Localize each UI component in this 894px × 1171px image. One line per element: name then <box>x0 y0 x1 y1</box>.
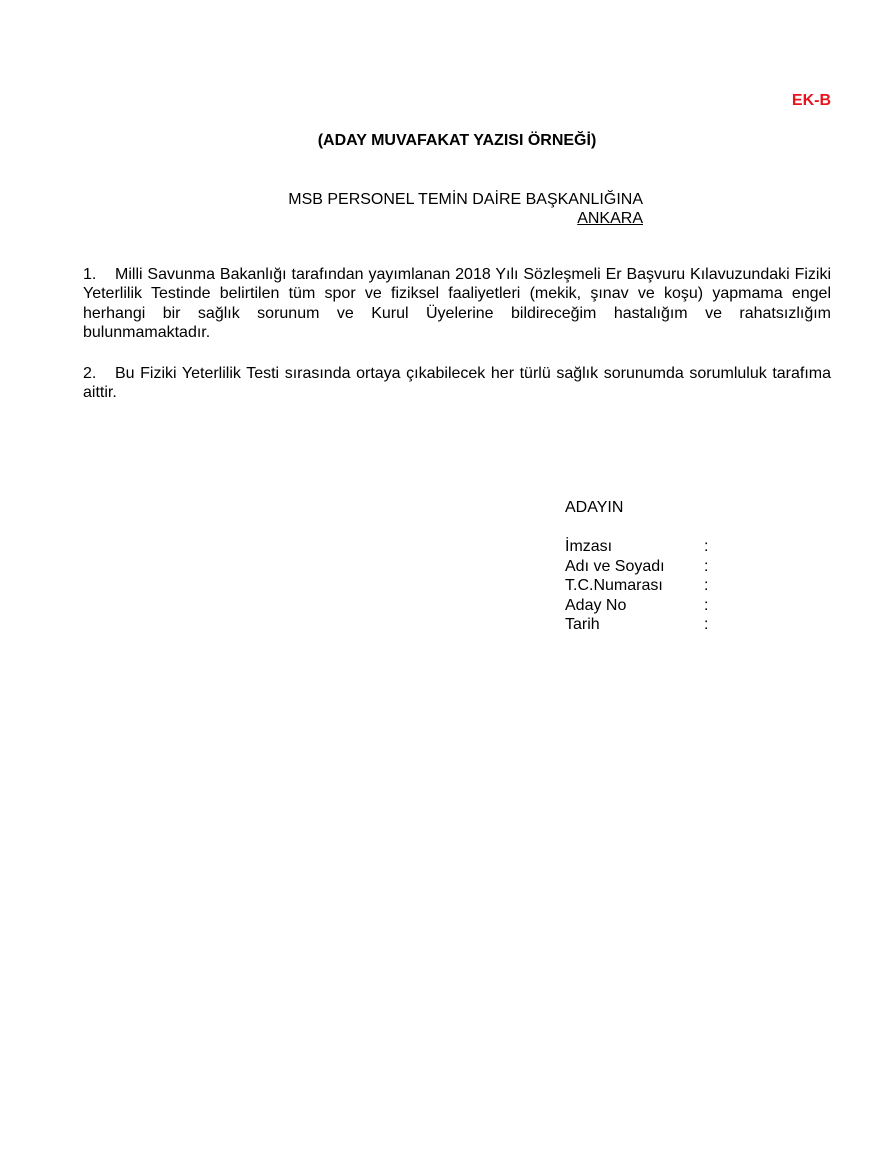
paragraph-text: Milli Savunma Bakanlığı tarafından yayımlanan 2018 Yılı Sözleşmeli Er Başvuru Kılavuzundaki Fiziki Yeterlilik Testinde belirtilen tüm spor ve fiziksel faaliyetleri (mekik, şınav ve koşu) yapmama engel herhangi bir sağlık sorunum ve Kurul Üyelerine bildireceğim hastalığım ve rahatsızlığım bulunmamaktadır. <box>83 266 831 341</box>
signature-field-signature <box>565 537 714 557</box>
recipient-city: ANKARA <box>577 210 643 227</box>
field-separator: : <box>704 577 709 594</box>
field-label: T.C.Numarası <box>565 577 663 594</box>
signature-field-date <box>565 615 714 635</box>
signature-field-name <box>565 557 714 577</box>
field-separator: : <box>704 596 709 614</box>
field-label: Adı ve Soyadı <box>565 557 665 575</box>
field-separator: : <box>704 616 709 633</box>
field-separator: : <box>704 538 709 555</box>
recipient-block <box>271 190 643 228</box>
paragraph-2 <box>83 364 831 403</box>
signature-field-candidate-number <box>565 596 714 616</box>
paragraph-number: 2. <box>83 365 97 382</box>
annex-code: EK-B <box>791 92 831 109</box>
paragraph-text: Bu Fiziki Yeterlilik Testi sırasında ortaya çıkabilecek her türlü sağlık sorunumda sorumluluk tarafıma aittir. <box>83 365 831 402</box>
recipient-institution: MSB PERSONEL TEMİN DAİRE BAŞKANLIĞINA <box>288 191 643 208</box>
paragraph-1 <box>83 265 831 342</box>
signature-heading: ADAYIN <box>565 499 624 516</box>
document-title: (ADAY MUVAFAKAT YAZISI ÖRNEĞİ) <box>317 132 597 149</box>
signature-block <box>565 498 714 635</box>
field-separator: : <box>704 557 709 575</box>
paragraph-number: 1. <box>83 266 97 283</box>
field-label: İmzası <box>565 538 613 555</box>
field-label: Aday No <box>565 596 627 614</box>
signature-field-id-number <box>565 576 714 596</box>
field-label: Tarih <box>565 616 600 633</box>
